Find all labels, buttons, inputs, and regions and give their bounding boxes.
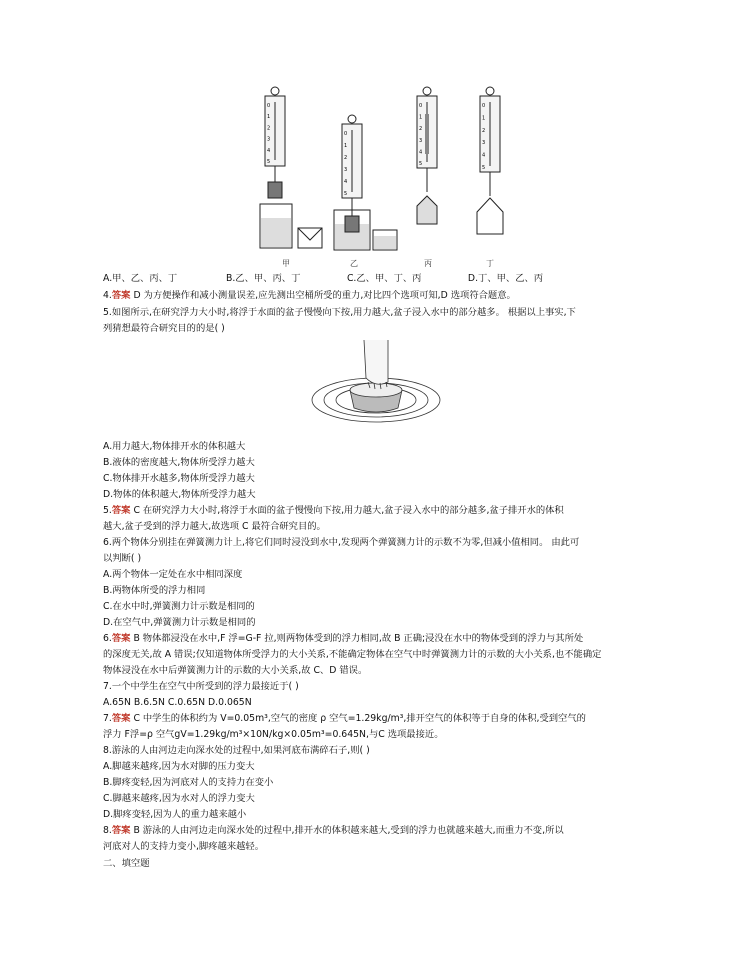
q4-options [103,272,663,285]
question-stem: 7.一个中学生在空气中所受到的浮力最接近于( ) [103,681,299,692]
figure-caption: 丙 [424,259,432,268]
scale-tick-label: 1 [267,114,271,121]
option: A.两个物体一定处在水中相同深度 [103,569,243,580]
answer-line: 5.答案 C 在研究浮力大小时,将浮于水面的盆子慢慢向下按,用力越大,盆子浸入水中的部分越多,盆子排开水的体积 [103,505,564,516]
figure-caption: 乙 [350,259,358,268]
question-stem: 6.两个物体分别挂在弹簧测力计上,将它们同时浸没到水中,发现两个弹簧测力计的示数不为零,但减小值相同。 由此可 [103,537,580,548]
option: D.在空气中,弹簧测力计示数是相同的 [103,617,256,628]
scale-tick-label: 5 [482,165,486,171]
scale-tick-label: 3 [419,137,423,144]
scale-tick-label: 3 [267,136,271,143]
option: A.65N B.6.5N C.0.65N D.0.065N [103,697,252,708]
scale-tick-label: 1 [482,115,486,122]
scale-tick-label: 4 [419,149,423,156]
scale-tick-label: 2 [419,126,423,133]
question-stem: 8.游泳的人由河边走向深水处的过程中,如果河底布满碎石子,则( ) [103,745,370,756]
scale-tick-label: 4 [344,179,348,185]
option: B.脚疼变轻,因为河底对人的支持力在变小 [103,777,274,788]
question-stem: 以判断( ) [103,553,142,564]
answer-tag: 答案 [111,505,131,516]
scale-tick-label: 1 [344,143,348,149]
scale-tick-label: 0 [267,103,271,109]
scale-tick-label: 4 [267,147,271,154]
answer-tag: 答案 [111,633,131,644]
scale-tick-label: 2 [482,127,486,134]
scale-tick-label: 1 [419,114,423,121]
scale-tick-label: 0 [482,103,486,109]
spring-scale-figure [255,84,555,272]
scale-tick-label: 3 [482,140,486,147]
answer-tag: 答案 [111,290,131,301]
option: A.脚越来越疼,因为水对脚的压力变大 [103,761,255,772]
option: A.用力越大,物体排开水的体积越大 [103,441,246,452]
scale-tick-label: 3 [344,167,348,173]
scale-tick-label: 5 [344,191,348,197]
scale-tick-label: 5 [419,161,423,167]
option: B.两物体所受的浮力相同 [103,585,206,596]
question-stem: 列猜想最符合研究目的的是( ) [103,323,225,334]
answer-line: 8.答案 B 游泳的人由河边走向深水处的过程中,排开水的体积越来越大,受到的浮力也就越来越大,而重力不变,所以 [103,825,564,836]
option: C.脚越来越疼,因为水对人的浮力变大 [103,793,255,804]
option: D.物体的体积越大,物体所受浮力越大 [103,489,256,500]
answer-line: 的深度无关,故 A 错误;仅知道物体所受浮力的大小关系,不能确定物体在空气中时弹簧测力计的示数的大小关系,也不能确定 [103,649,602,660]
answer-line: 浮力 F浮=ρ 空气gV=1.29kg/m³×10N/kg×0.05m³=0.645N,与C 选项最接近。 [103,729,444,740]
option: A.甲、乙、丙、丁 [103,273,178,284]
answer-tag: 答案 [111,825,131,836]
figure-caption: 丁 [486,259,494,268]
scale-tick-label: 0 [344,131,348,137]
answer-line: 河底对人的支持力变小,脚疼越来越轻。 [103,841,265,852]
option: C.乙、甲、丁、丙 [346,273,422,284]
basin-illustration [306,338,446,438]
scale-tick-label: 0 [419,103,423,109]
scale-tick-label: 4 [482,152,486,159]
option: B.液体的密度越大,物体所受浮力越大 [103,457,255,468]
option: D.丁、甲、乙、丙 [467,273,544,284]
scale-tick-label: 2 [267,125,271,132]
answer-line: 6.答案 B 物体都浸没在水中,F 浮=G-F 拉,则两物体受到的浮力相同,故 B 正确;浸没在水中的物体受到的浮力与其所处 [103,633,584,644]
scale-tick-label: 5 [267,159,271,165]
option: B.乙、甲、丙、丁 [225,273,301,284]
option: C.在水中时,弹簧测力计示数是相同的 [103,601,255,612]
option: C.物体排开水越多,物体所受浮力越大 [103,473,255,484]
answer-tag: 答案 [111,713,131,724]
question-stem: 5.如图所示,在研究浮力大小时,将浮于水面的盆子慢慢向下按,用力越大,盆子浸入水中的部分越多。 根据以上事实,下 [103,307,576,318]
answer-line: 7.答案 C 中学生的体积约为 V=0.05m³,空气的密度 ρ 空气=1.29kg/m³,排开空气的体积等于自身的体积,受到空气的 [103,713,586,724]
answer-line: 物体浸没在水中后弹簧测力计的示数的大小关系,故 C、D 错误。 [103,665,368,676]
answer-line: 越大,盆子受到的浮力越大,故选项 C 最符合研究目的。 [103,521,326,532]
scale-tick-label: 2 [344,155,348,161]
option: D.脚疼变轻,因为人的重力越来越小 [103,809,247,820]
answer-line: 4.答案 D 为方便操作和减小测量误差,应先测出空桶所受的重力,对比四个选项可知,D 选项符合题意。 [103,290,516,301]
section-heading: 二、填空题 [103,858,150,869]
figure-caption: 甲 [282,259,290,268]
